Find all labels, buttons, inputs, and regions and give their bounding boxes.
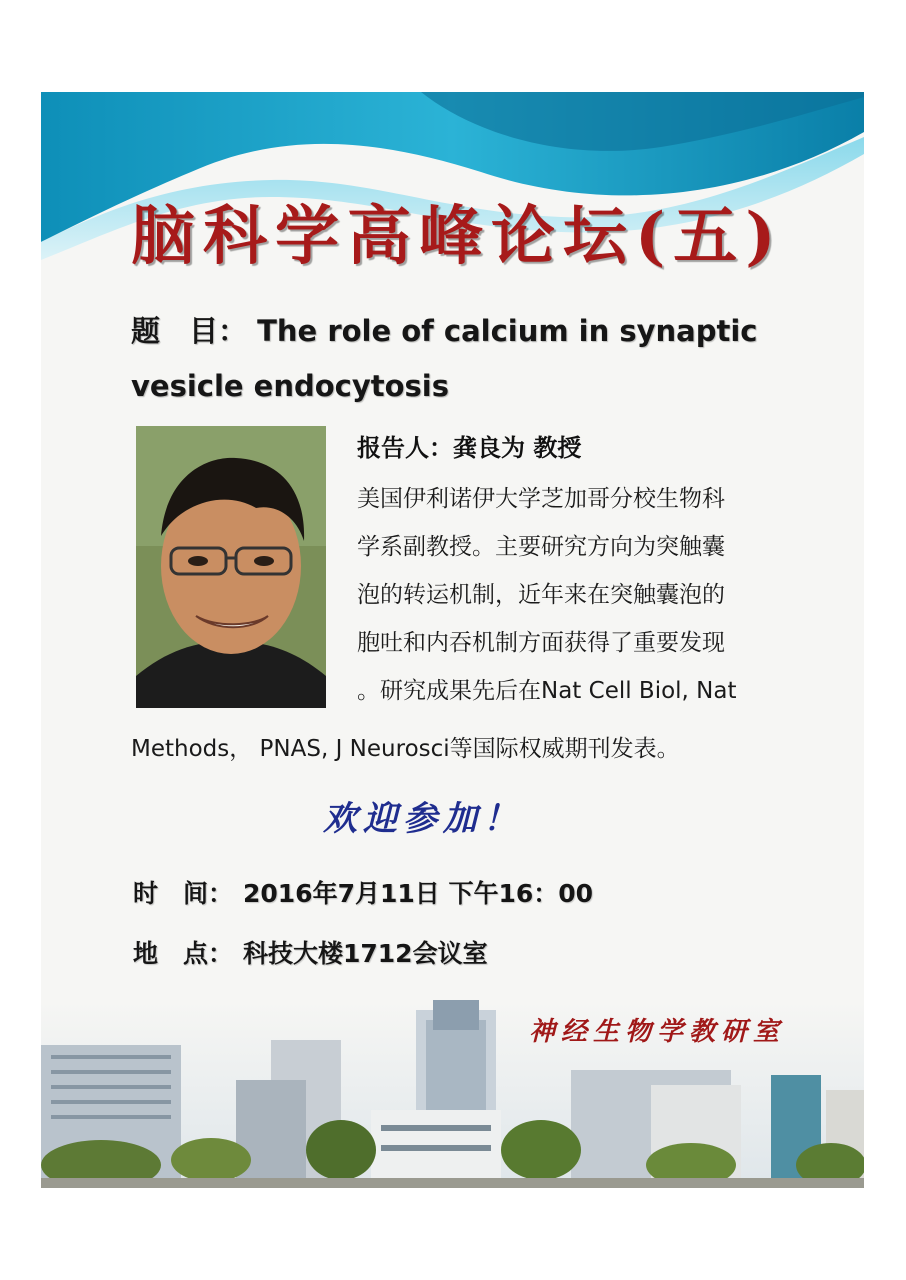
welcome-text: 欢迎参加！ bbox=[323, 799, 523, 839]
topic-line-2: vesicle endocytosis bbox=[131, 369, 450, 403]
bio-line: 泡的转运机制，近年来在突触囊泡的 bbox=[357, 582, 725, 608]
time-label: 时 间： bbox=[133, 879, 234, 908]
poster bbox=[41, 92, 864, 1188]
topic bbox=[131, 304, 811, 414]
speaker-photo bbox=[136, 426, 326, 708]
page-title: 脑科学高峰论坛(五) bbox=[131, 199, 784, 274]
bio-line: 。研究成果先后在Nat Cell Biol, Nat bbox=[357, 678, 737, 704]
department-name: 神经生物学教研室 bbox=[529, 1017, 786, 1047]
topic-label: 题 目： bbox=[131, 314, 248, 348]
speaker-bio bbox=[357, 475, 827, 715]
place-value: 科技大楼1712会议室 bbox=[243, 939, 488, 968]
time-value: 2016年7月11日 下午16：00 bbox=[243, 879, 594, 908]
bio-last-line: Methods， PNAS, J Neurosci等国际权威期刊发表。 bbox=[131, 736, 680, 762]
bio-line: 胞吐和内吞机制方面获得了重要发现 bbox=[357, 630, 725, 656]
place-label: 地 点： bbox=[133, 939, 234, 968]
bio-line: 学系副教授。主要研究方向为突触囊 bbox=[357, 534, 725, 560]
speaker-name: 报告人：龚良为 教授 bbox=[357, 434, 582, 462]
topic-line-1: The role of calcium in synaptic bbox=[257, 314, 758, 348]
place-row bbox=[133, 934, 488, 974]
time-row bbox=[133, 874, 593, 914]
bio-line: 美国伊利诺伊大学芝加哥分校生物科 bbox=[357, 486, 725, 512]
